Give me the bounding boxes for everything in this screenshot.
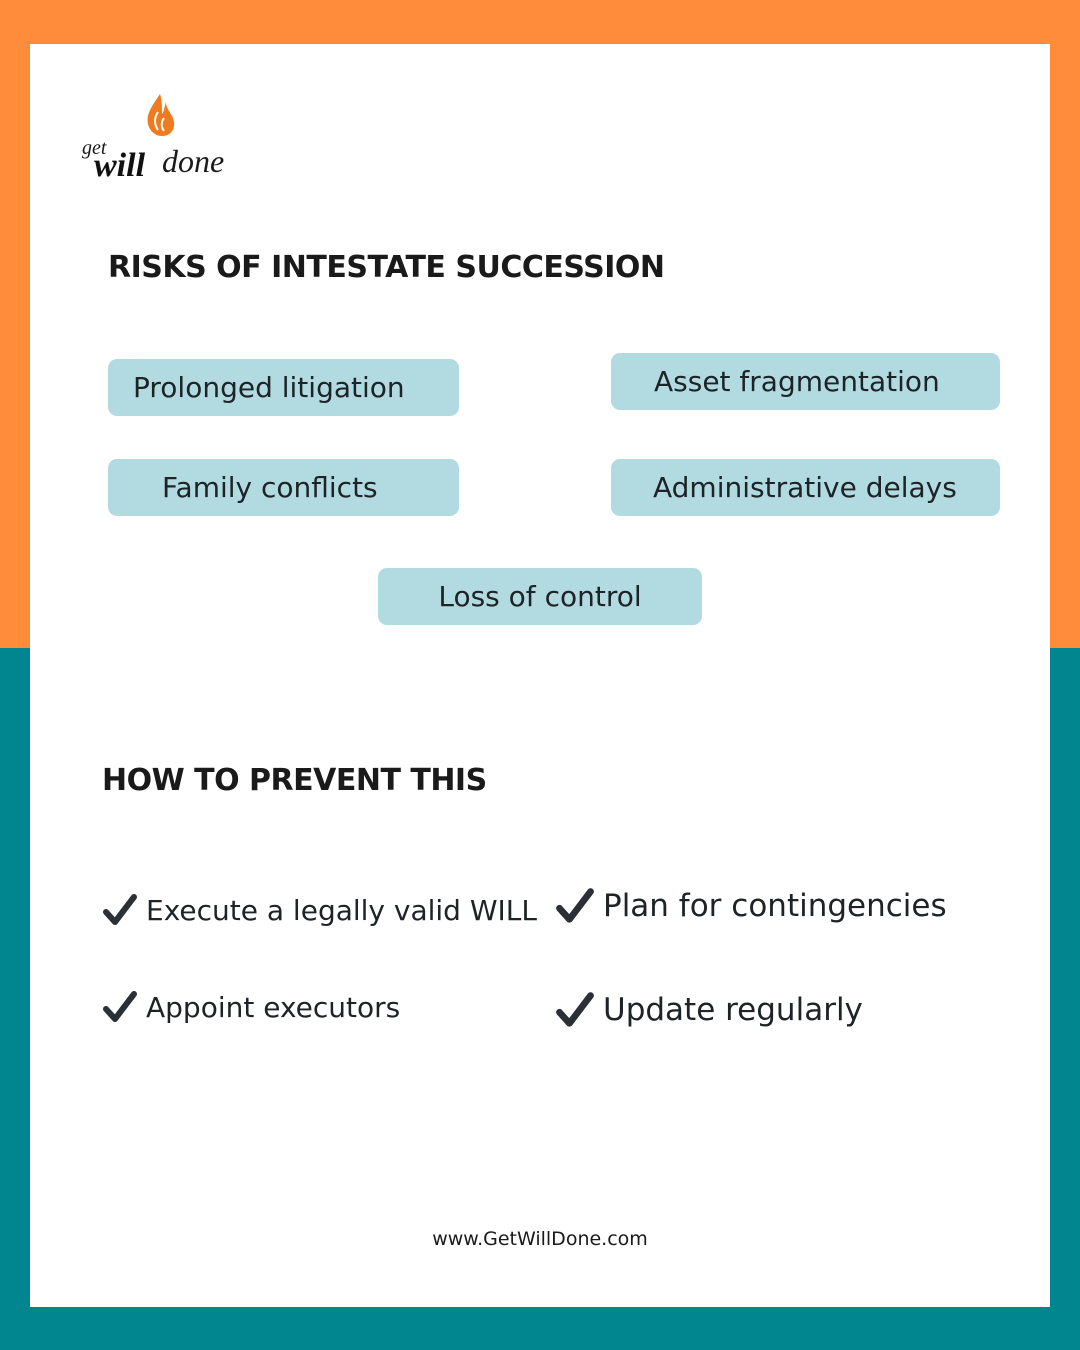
logo-text-will: will [94,147,146,184]
logo-text-done: done [162,143,225,179]
getwilldone-logo [80,92,250,184]
prevention-label: Appoint executors [146,990,401,1024]
prevention-item [102,892,537,928]
check-icon [102,892,138,928]
risk-label: Asset fragmentation [654,365,940,398]
prevention-item [555,990,863,1030]
logo-text-get: get [82,137,107,159]
prevention-item [555,886,947,926]
risk-label: Loss of control [438,580,642,613]
website-link[interactable]: www.GetWillDone.com [432,1228,648,1250]
prevention-heading: HOW TO PREVENT THIS [102,763,487,798]
risk-label: Administrative delays [653,471,957,504]
risks-heading: RISKS OF INTESTATE SUCCESSION [108,250,665,285]
content-card [30,44,1050,1307]
risk-label: Prolonged litigation [133,371,405,404]
check-icon [555,886,595,926]
risk-pill [378,568,702,625]
flame-icon [148,94,175,136]
prevention-label: Plan for contingencies [603,888,947,924]
prevention-item [102,989,400,1025]
risk-pill [108,459,459,516]
risk-pill [108,359,459,416]
risk-pill [611,353,1000,410]
check-icon [555,990,595,1030]
risk-label: Family conflicts [162,471,378,504]
risk-pill [611,459,1000,516]
prevention-label: Update regularly [603,992,863,1028]
check-icon [102,989,138,1025]
prevention-label: Execute a legally valid WILL [146,893,538,927]
